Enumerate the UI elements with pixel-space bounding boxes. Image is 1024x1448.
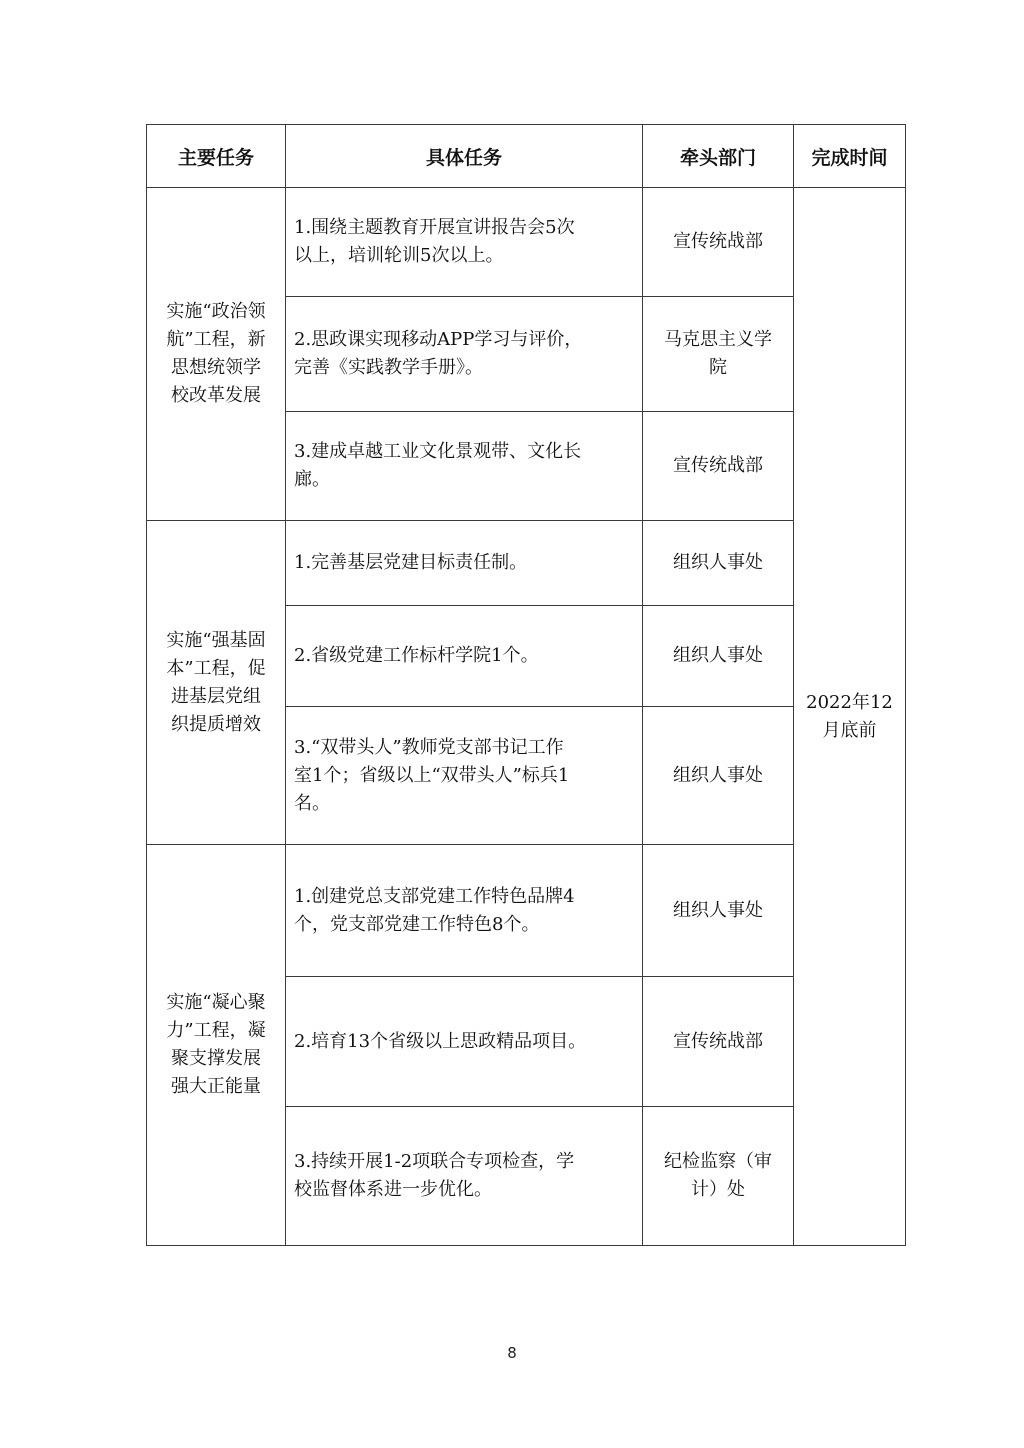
header-lead-department: 牵头部门 — [643, 125, 794, 188]
page-number: 8 — [507, 1344, 517, 1362]
lead-department-cell: 宣传统战部 — [643, 977, 794, 1107]
lead-department-cell: 组织人事处 — [643, 521, 794, 606]
table-row — [147, 845, 906, 977]
table-row — [147, 188, 906, 297]
specific-task-cell: 1.围绕主题教育开展宣讲报告会5次 以上，培训轮训5次以上。 — [286, 188, 643, 297]
lead-department-cell: 组织人事处 — [643, 845, 794, 977]
header-completion-time: 完成时间 — [794, 125, 906, 188]
task-table — [146, 124, 906, 1246]
main-task-cell: 实施“凝心聚 力”工程，凝 聚支撑发展 强大正能量 — [147, 845, 286, 1246]
lead-department-cell: 马克思主义学 院 — [643, 297, 794, 412]
specific-task-cell: 2.培育13个省级以上思政精品项目。 — [286, 977, 643, 1107]
specific-task-cell: 3.持续开展1-2项联合专项检查，学 校监督体系进一步优化。 — [286, 1107, 643, 1246]
main-task-cell: 实施“强基固 本”工程，促 进基层党组 织提质增效 — [147, 521, 286, 845]
specific-task-cell: 3.“双带头人”教师党支部书记工作 室1个；省级以上“双带头人”标兵1 名。 — [286, 707, 643, 845]
specific-task-cell: 3.建成卓越工业文化景观带、文化长 廊。 — [286, 412, 643, 521]
header-specific-task: 具体任务 — [286, 125, 643, 188]
lead-department-cell: 纪检监察（审 计）处 — [643, 1107, 794, 1246]
specific-task-cell: 1.创建党总支部党建工作特色品牌4 个，党支部党建工作特色8个。 — [286, 845, 643, 977]
lead-department-cell: 组织人事处 — [643, 606, 794, 707]
table-row — [147, 521, 906, 606]
lead-department-cell: 宣传统战部 — [643, 188, 794, 297]
specific-task-cell: 2.思政课实现移动APP学习与评价， 完善《实践教学手册》。 — [286, 297, 643, 412]
header-main-task: 主要任务 — [147, 125, 286, 188]
completion-time-cell: 2022年12 月底前 — [794, 188, 906, 1246]
specific-task-cell: 2.省级党建工作标杆学院1个。 — [286, 606, 643, 707]
table-header-row — [147, 125, 906, 188]
lead-department-cell: 组织人事处 — [643, 707, 794, 845]
main-task-cell: 实施“政治领 航”工程，新 思想统领学 校改革发展 — [147, 188, 286, 521]
lead-department-cell: 宣传统战部 — [643, 412, 794, 521]
specific-task-cell: 1.完善基层党建目标责任制。 — [286, 521, 643, 606]
